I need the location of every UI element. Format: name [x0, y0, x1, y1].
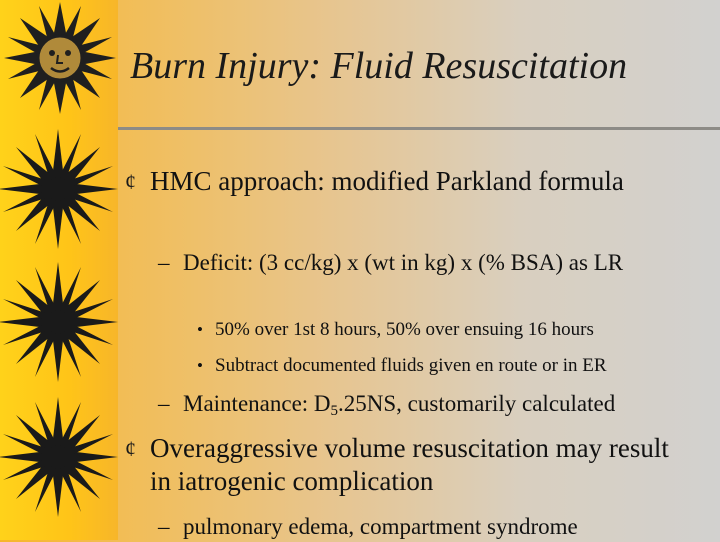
dot-marker: •: [197, 356, 203, 375]
dash-marker: –: [158, 514, 170, 539]
bullet-item: [125, 165, 685, 198]
sub-bullet-text: Deficit: (3 cc/kg) x (wt in kg) x (% BSA) as LR: [183, 250, 624, 275]
sub-sub-bullet-text: Subtract documented fluids given en route or in ER: [215, 355, 607, 376]
bullet-text: HMC approach: modified Parkland formula: [150, 166, 624, 196]
sub-sub-bullet-item: [197, 318, 717, 342]
sub-bullet-item: [158, 389, 698, 419]
sub-sub-bullet-item: [197, 354, 717, 378]
sub-bullet-text: [183, 389, 698, 419]
maintenance-text-end: .25NS, customarily calculated: [338, 391, 616, 416]
dot-marker: •: [197, 320, 203, 339]
maintenance-text-start: Maintenance: D: [183, 391, 331, 416]
sub-bullet-text: pulmonary edema, compartment syndrome: [183, 514, 578, 539]
sub-bullet-item: [158, 512, 698, 542]
bullet-item: [125, 432, 685, 498]
dash-marker: –: [158, 391, 170, 416]
bullet-marker: ¢: [125, 169, 136, 194]
dash-marker: –: [158, 250, 170, 275]
sub-bullet-item: [158, 248, 698, 278]
bullet-text: Overaggressive volume resuscitation may result in iatrogenic complication: [150, 433, 669, 496]
sub-sub-bullet-text: 50% over 1st 8 hours, 50% over ensuing 16 hours: [215, 319, 594, 340]
subscript-value: 5: [330, 403, 339, 419]
slide-title: Burn Injury: Fluid Resuscitation: [130, 45, 628, 87]
bullet-marker: ¢: [125, 436, 136, 461]
